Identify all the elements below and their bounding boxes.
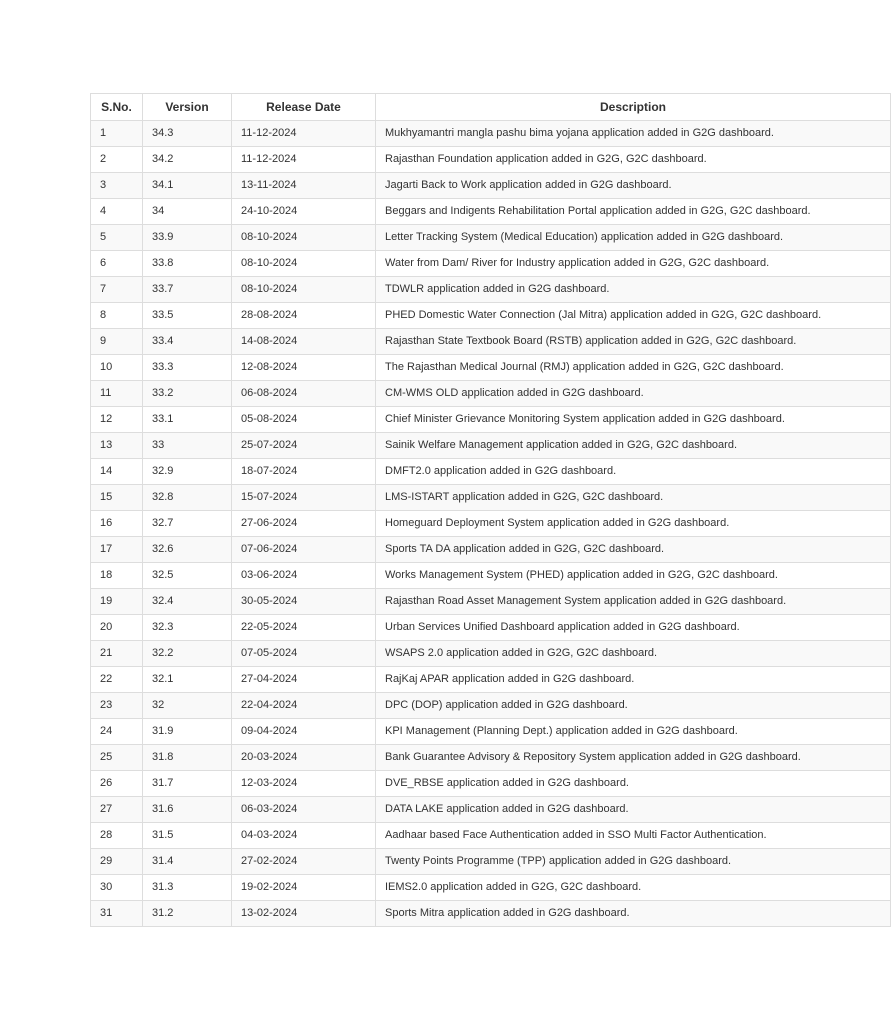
table-row (91, 641, 891, 667)
release-notes-table-container (90, 93, 890, 927)
table-row (91, 667, 891, 693)
cell-description: Rajasthan Road Asset Management System application added in G2G dashboard. (376, 589, 891, 615)
cell-release-date: 06-03-2024 (232, 797, 376, 823)
cell-description: Sainik Welfare Management application added in G2G, G2C dashboard. (376, 433, 891, 459)
table-row (91, 381, 891, 407)
cell-version: 32.2 (143, 641, 232, 667)
table-row (91, 875, 891, 901)
cell-sno: 8 (91, 303, 143, 329)
table-row (91, 485, 891, 511)
cell-description: Aadhaar based Face Authentication added in SSO Multi Factor Authentication. (376, 823, 891, 849)
cell-version: 33 (143, 433, 232, 459)
cell-description: Beggars and Indigents Rehabilitation Portal application added in G2G, G2C dashboard. (376, 199, 891, 225)
cell-sno: 24 (91, 719, 143, 745)
cell-sno: 6 (91, 251, 143, 277)
cell-sno: 10 (91, 355, 143, 381)
cell-version: 33.8 (143, 251, 232, 277)
cell-version: 32.9 (143, 459, 232, 485)
cell-version: 32.4 (143, 589, 232, 615)
cell-release-date: 13-02-2024 (232, 901, 376, 927)
cell-version: 34 (143, 199, 232, 225)
cell-release-date: 12-08-2024 (232, 355, 376, 381)
cell-description: RajKaj APAR application added in G2G dashboard. (376, 667, 891, 693)
cell-version: 31.4 (143, 849, 232, 875)
header-description: Description (376, 94, 891, 121)
cell-sno: 30 (91, 875, 143, 901)
cell-version: 31.5 (143, 823, 232, 849)
cell-description: TDWLR application added in G2G dashboard. (376, 277, 891, 303)
cell-release-date: 08-10-2024 (232, 251, 376, 277)
cell-version: 31.9 (143, 719, 232, 745)
table-row (91, 355, 891, 381)
cell-description: WSAPS 2.0 application added in G2G, G2C dashboard. (376, 641, 891, 667)
cell-description: Homeguard Deployment System application added in G2G dashboard. (376, 511, 891, 537)
cell-sno: 31 (91, 901, 143, 927)
cell-description: DPC (DOP) application added in G2G dashboard. (376, 693, 891, 719)
cell-release-date: 04-03-2024 (232, 823, 376, 849)
table-row (91, 771, 891, 797)
cell-release-date: 30-05-2024 (232, 589, 376, 615)
cell-sno: 21 (91, 641, 143, 667)
header-sno: S.No. (91, 94, 143, 121)
cell-description: Rajasthan State Textbook Board (RSTB) application added in G2G, G2C dashboard. (376, 329, 891, 355)
cell-version: 33.4 (143, 329, 232, 355)
cell-release-date: 11-12-2024 (232, 147, 376, 173)
cell-description: Twenty Points Programme (TPP) application added in G2G dashboard. (376, 849, 891, 875)
cell-release-date: 12-03-2024 (232, 771, 376, 797)
table-body (91, 121, 891, 927)
cell-description: Works Management System (PHED) application added in G2G, G2C dashboard. (376, 563, 891, 589)
cell-version: 32.5 (143, 563, 232, 589)
table-row (91, 745, 891, 771)
release-notes-table (90, 93, 891, 927)
cell-release-date: 07-05-2024 (232, 641, 376, 667)
table-row (91, 459, 891, 485)
cell-description: Sports Mitra application added in G2G dashboard. (376, 901, 891, 927)
cell-release-date: 25-07-2024 (232, 433, 376, 459)
cell-release-date: 24-10-2024 (232, 199, 376, 225)
cell-release-date: 03-06-2024 (232, 563, 376, 589)
cell-sno: 15 (91, 485, 143, 511)
cell-description: DVE_RBSE application added in G2G dashboard. (376, 771, 891, 797)
cell-release-date: 13-11-2024 (232, 173, 376, 199)
cell-description: Urban Services Unified Dashboard application added in G2G dashboard. (376, 615, 891, 641)
cell-release-date: 14-08-2024 (232, 329, 376, 355)
cell-version: 33.3 (143, 355, 232, 381)
cell-version: 33.7 (143, 277, 232, 303)
table-row (91, 303, 891, 329)
table-row (91, 563, 891, 589)
table-header (91, 94, 891, 121)
cell-description: CM-WMS OLD application added in G2G dashboard. (376, 381, 891, 407)
cell-description: DMFT2.0 application added in G2G dashboard. (376, 459, 891, 485)
cell-sno: 14 (91, 459, 143, 485)
cell-description: Rajasthan Foundation application added in G2G, G2C dashboard. (376, 147, 891, 173)
cell-description: PHED Domestic Water Connection (Jal Mitra) application added in G2G, G2C dashboard. (376, 303, 891, 329)
header-row (91, 94, 891, 121)
cell-version: 31.3 (143, 875, 232, 901)
table-row (91, 719, 891, 745)
table-row (91, 147, 891, 173)
cell-release-date: 27-04-2024 (232, 667, 376, 693)
cell-release-date: 06-08-2024 (232, 381, 376, 407)
cell-release-date: 08-10-2024 (232, 277, 376, 303)
cell-version: 32.3 (143, 615, 232, 641)
cell-release-date: 08-10-2024 (232, 225, 376, 251)
cell-description: KPI Management (Planning Dept.) application added in G2G dashboard. (376, 719, 891, 745)
table-row (91, 251, 891, 277)
cell-release-date: 15-07-2024 (232, 485, 376, 511)
cell-description: Letter Tracking System (Medical Education) application added in G2G dashboard. (376, 225, 891, 251)
cell-sno: 26 (91, 771, 143, 797)
cell-sno: 22 (91, 667, 143, 693)
table-row (91, 277, 891, 303)
cell-sno: 7 (91, 277, 143, 303)
cell-sno: 17 (91, 537, 143, 563)
cell-sno: 18 (91, 563, 143, 589)
cell-version: 31.6 (143, 797, 232, 823)
cell-sno: 12 (91, 407, 143, 433)
cell-description: The Rajasthan Medical Journal (RMJ) application added in G2G, G2C dashboard. (376, 355, 891, 381)
cell-sno: 1 (91, 121, 143, 147)
table-row (91, 199, 891, 225)
cell-sno: 16 (91, 511, 143, 537)
cell-release-date: 05-08-2024 (232, 407, 376, 433)
table-row (91, 511, 891, 537)
cell-description: Water from Dam/ River for Industry application added in G2G, G2C dashboard. (376, 251, 891, 277)
cell-version: 33.5 (143, 303, 232, 329)
cell-sno: 13 (91, 433, 143, 459)
cell-version: 33.1 (143, 407, 232, 433)
cell-sno: 23 (91, 693, 143, 719)
table-row (91, 797, 891, 823)
cell-version: 32.8 (143, 485, 232, 511)
cell-description: Sports TA DA application added in G2G, G2C dashboard. (376, 537, 891, 563)
cell-sno: 29 (91, 849, 143, 875)
table-row (91, 537, 891, 563)
cell-sno: 2 (91, 147, 143, 173)
cell-description: LMS-ISTART application added in G2G, G2C dashboard. (376, 485, 891, 511)
cell-sno: 28 (91, 823, 143, 849)
cell-sno: 3 (91, 173, 143, 199)
table-row (91, 589, 891, 615)
table-row (91, 407, 891, 433)
cell-version: 31.2 (143, 901, 232, 927)
cell-release-date: 27-06-2024 (232, 511, 376, 537)
cell-version: 31.7 (143, 771, 232, 797)
table-row (91, 615, 891, 641)
table-row (91, 823, 891, 849)
cell-description: DATA LAKE application added in G2G dashboard. (376, 797, 891, 823)
cell-description: IEMS2.0 application added in G2G, G2C dashboard. (376, 875, 891, 901)
table-row (91, 433, 891, 459)
table-row (91, 225, 891, 251)
cell-description: Bank Guarantee Advisory & Repository System application added in G2G dashboard. (376, 745, 891, 771)
cell-release-date: 09-04-2024 (232, 719, 376, 745)
table-row (91, 901, 891, 927)
cell-sno: 11 (91, 381, 143, 407)
cell-version: 32.6 (143, 537, 232, 563)
table-row (91, 329, 891, 355)
cell-release-date: 22-05-2024 (232, 615, 376, 641)
cell-sno: 4 (91, 199, 143, 225)
cell-description: Chief Minister Grievance Monitoring System application added in G2G dashboard. (376, 407, 891, 433)
table-row (91, 121, 891, 147)
cell-description: Jagarti Back to Work application added in G2G dashboard. (376, 173, 891, 199)
header-release-date: Release Date (232, 94, 376, 121)
cell-version: 33.9 (143, 225, 232, 251)
table-row (91, 173, 891, 199)
cell-release-date: 11-12-2024 (232, 121, 376, 147)
cell-version: 32 (143, 693, 232, 719)
cell-release-date: 27-02-2024 (232, 849, 376, 875)
cell-sno: 20 (91, 615, 143, 641)
cell-version: 34.2 (143, 147, 232, 173)
cell-release-date: 20-03-2024 (232, 745, 376, 771)
cell-version: 34.3 (143, 121, 232, 147)
cell-version: 34.1 (143, 173, 232, 199)
cell-sno: 25 (91, 745, 143, 771)
cell-sno: 19 (91, 589, 143, 615)
cell-version: 32.1 (143, 667, 232, 693)
cell-release-date: 07-06-2024 (232, 537, 376, 563)
cell-version: 31.8 (143, 745, 232, 771)
table-row (91, 693, 891, 719)
header-version: Version (143, 94, 232, 121)
cell-sno: 5 (91, 225, 143, 251)
cell-release-date: 18-07-2024 (232, 459, 376, 485)
cell-sno: 9 (91, 329, 143, 355)
cell-description: Mukhyamantri mangla pashu bima yojana application added in G2G dashboard. (376, 121, 891, 147)
cell-version: 32.7 (143, 511, 232, 537)
cell-release-date: 19-02-2024 (232, 875, 376, 901)
cell-release-date: 28-08-2024 (232, 303, 376, 329)
cell-version: 33.2 (143, 381, 232, 407)
table-row (91, 849, 891, 875)
cell-sno: 27 (91, 797, 143, 823)
cell-release-date: 22-04-2024 (232, 693, 376, 719)
